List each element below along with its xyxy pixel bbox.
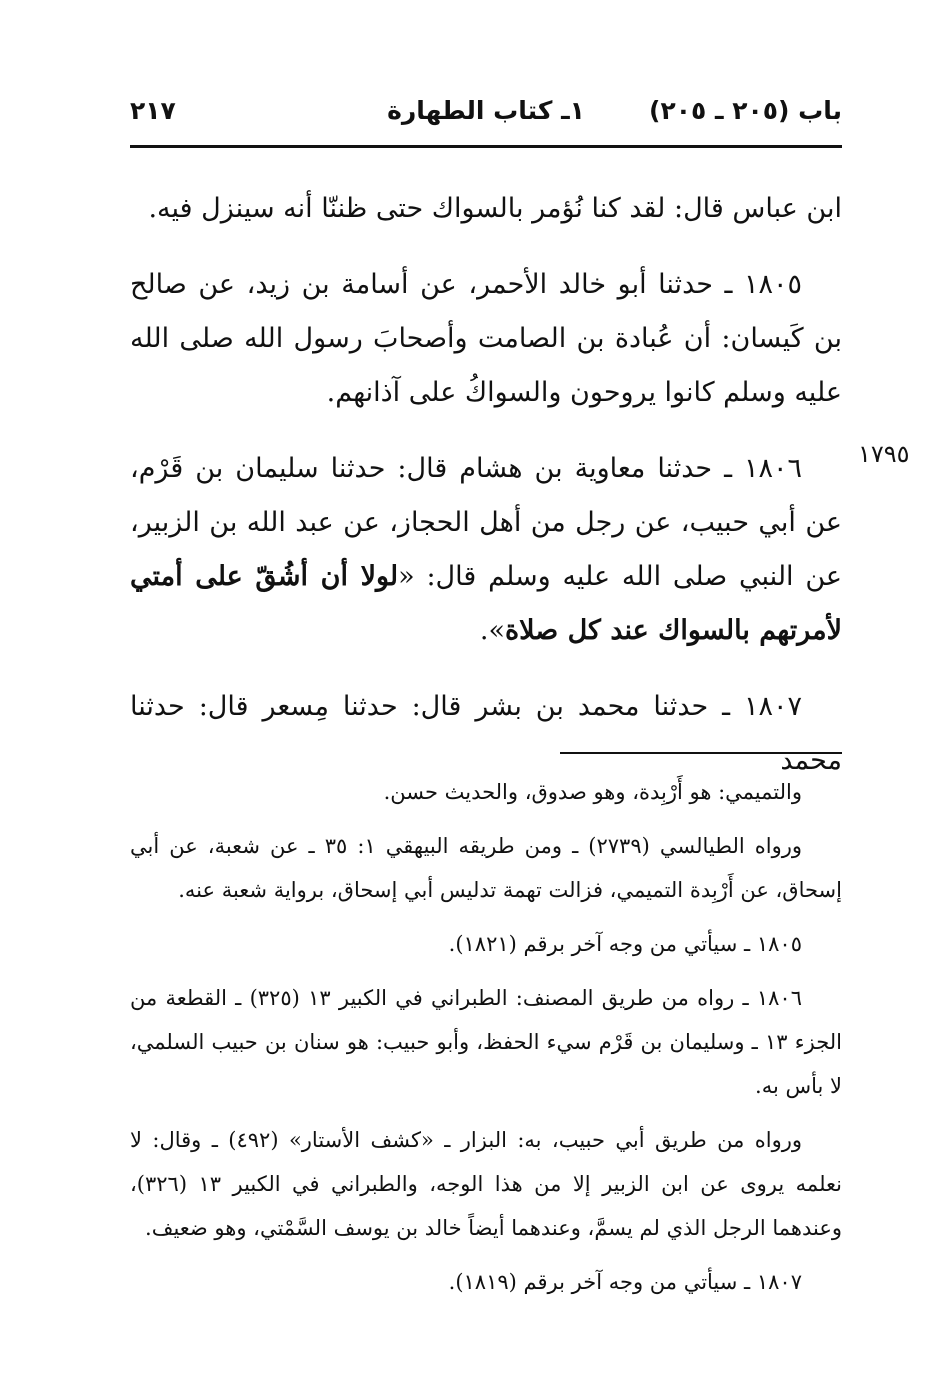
book-title: ١ـ كتاب الطهارة — [387, 96, 585, 125]
hadith-1806-quote: لولا أن أشُقّ على أمتي لأمرتهم بالسواك عند كل صلاة — [130, 561, 842, 646]
footnote: ورواه من طريق أبي حبيب، به: البزار ـ «كشف الأستار» (٤٩٢) ـ وقال: لا نعلمه يروى عن ابن الزبير إلا من هذا الوجه، والطبراني في الكبير ١٣ (٣٢٦)، وعندهما الرجل الذي لم يسمَّ، وعندهما أيضاً خالد بن يوسف السَّمْتي، وهو ضعيف. — [130, 1128, 842, 1240]
footnote-rule — [560, 752, 842, 754]
footnote: ١٨٠٧ ـ سيأتي من وجه آخر برقم (١٨١٩). — [448, 1270, 802, 1294]
footnote: ١٨٠٦ ـ رواه من طريق المصنف: الطبراني في الكبير ١٣ (٣٢٥) ـ القطعة من الجزء ١٣ ـ وسليمان بن قَرْم سيء الحفظ، وأبو حبيب: هو سنان بن حبيب السلمي، لا بأس به. — [130, 986, 842, 1098]
footnote: والتميمي: هو أَرْبِدة، وهو صدوق، والحديث حسن. — [383, 780, 802, 804]
footnotes — [130, 770, 842, 1314]
footnote: ورواه الطيالسي (٢٧٣٩) ـ ومن طريقه البيهقي ١: ٣٥ ـ عن شعبة، عن أبي إسحاق، عن أَرْبِدة التميمي، فزالت تهمة تدليس أبي إسحاق، برواية شعبة عنه. — [130, 834, 842, 902]
paragraph-continuation: ابن عباس قال: لقد كنا نُؤمر بالسواك حتى ظننّا أنه سينزل فيه. — [148, 193, 842, 224]
hadith-1806-end: ». — [479, 615, 506, 646]
main-text — [130, 182, 842, 810]
page-header — [130, 96, 842, 140]
margin-hadith-number: ١٧٩٥ — [858, 440, 910, 468]
hadith-1806-text: ١٨٠٦ ـ حدثنا معاوية بن هشام قال: حدثنا سليمان بن قَرْم، عن أبي حبيب، عن رجل من أهل الحجاز، عن عبد الله بن الزبير، عن النبي صلى الله عليه وسلم قال: « — [130, 453, 842, 592]
page-number: ٢١٧ — [130, 96, 176, 125]
chapter-range: باب (٢٠٥ ـ ٢٠٥) — [649, 96, 842, 125]
hadith-1805: ١٨٠٥ ـ حدثنا أبو خالد الأحمر، عن أسامة بن زيد، عن صالح بن كَيسان: أن عُبادة بن الصامت وأصحابَ رسول الله صلى الله عليه وسلم كانوا يروحون والسواكُ على آذانهم. — [130, 269, 842, 408]
hadith-1807: ١٨٠٧ ـ حدثنا محمد بن بشر قال: حدثنا مِسعر قال: حدثنا محمد — [130, 691, 842, 776]
footnote: ١٨٠٥ ـ سيأتي من وجه آخر برقم (١٨٢١). — [448, 932, 802, 956]
hadith-1806 — [130, 442, 842, 658]
header-rule — [130, 145, 842, 148]
